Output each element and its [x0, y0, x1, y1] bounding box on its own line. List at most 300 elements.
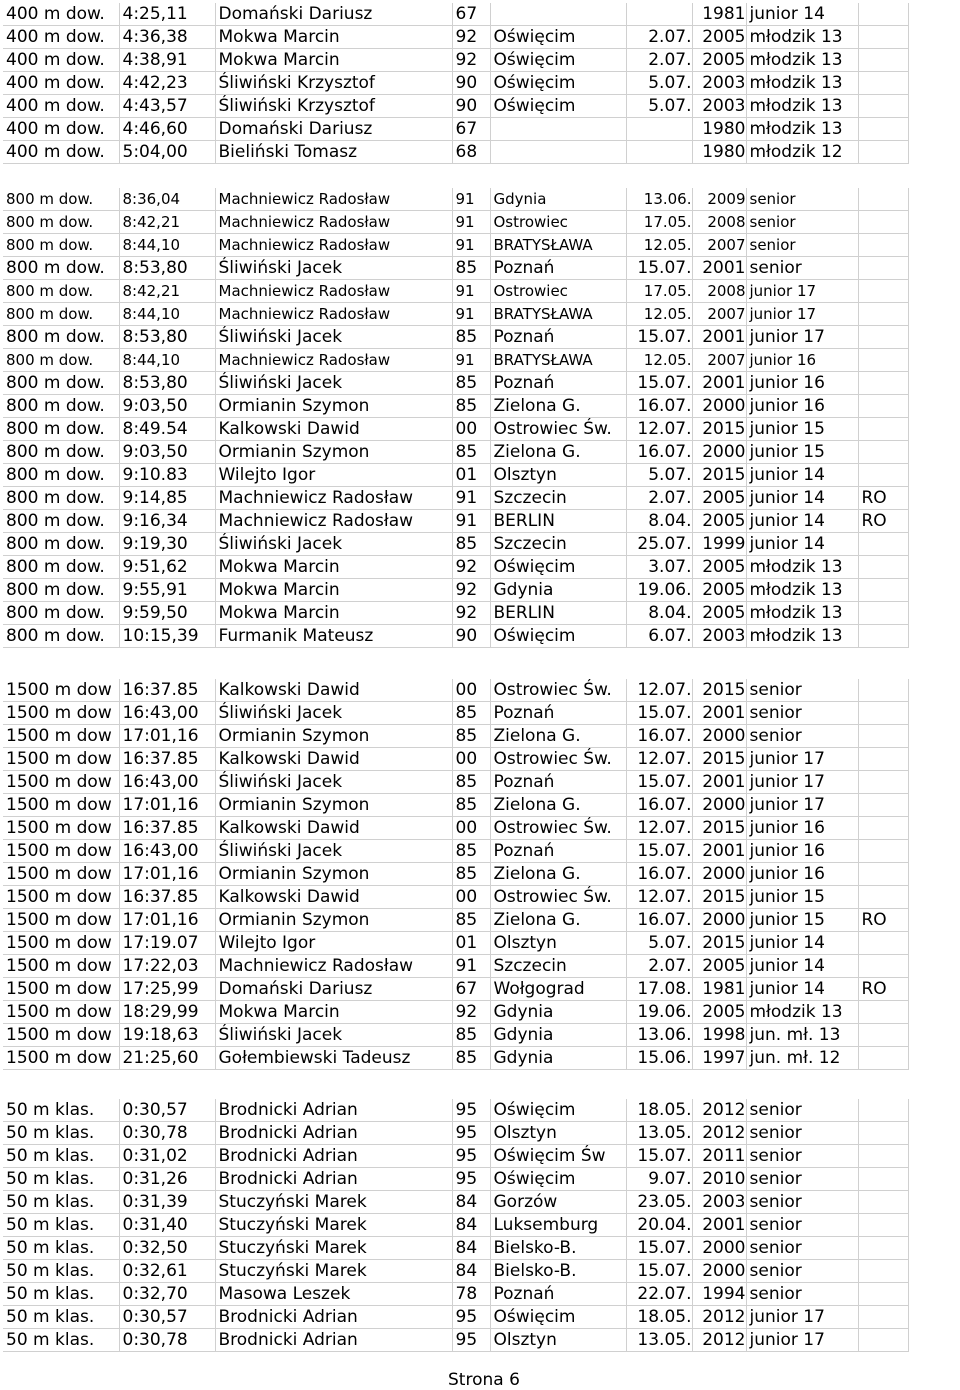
place-cell: Zielona G.: [490, 441, 626, 464]
category-cell: junior 16: [746, 863, 858, 886]
place-cell: Gdynia: [490, 1001, 626, 1024]
table-row: [3, 72, 908, 95]
category-cell: senior: [746, 1168, 858, 1191]
table-row: [3, 1283, 908, 1306]
place-cell: BRATYSŁAWA: [490, 303, 626, 326]
note-cell: [858, 1145, 908, 1168]
date-cell: 13.05.: [626, 1329, 692, 1352]
note-cell: [858, 1001, 908, 1024]
category-cell: senior: [746, 702, 858, 725]
event-cell: 800 m dow.: [3, 579, 119, 602]
year-cell: 2001: [692, 840, 746, 863]
event-cell: 50 m klas.: [3, 1168, 119, 1191]
time-cell: 16:37.85: [119, 817, 215, 840]
category-cell: senior: [746, 725, 858, 748]
note-cell: [858, 533, 908, 556]
table-row: [3, 955, 908, 978]
note-cell: [858, 464, 908, 487]
birth-year-cell: 92: [452, 602, 490, 625]
birth-year-cell: 95: [452, 1122, 490, 1145]
category-cell: junior 14: [746, 510, 858, 533]
swimmer-name-cell: Mokwa Marcin: [215, 26, 452, 49]
year-cell: 2007: [692, 303, 746, 326]
note-cell: [858, 1260, 908, 1283]
note-cell: [858, 1283, 908, 1306]
category-cell: junior 17: [746, 748, 858, 771]
event-cell: 1500 m dow: [3, 955, 119, 978]
birth-year-cell: 91: [452, 955, 490, 978]
place-cell: Bielsko-B.: [490, 1260, 626, 1283]
date-cell: 16.07.: [626, 909, 692, 932]
year-cell: 2000: [692, 441, 746, 464]
date-cell: 16.07.: [626, 794, 692, 817]
year-cell: 2001: [692, 1214, 746, 1237]
table-row: [3, 702, 908, 725]
date-cell: 12.07.: [626, 679, 692, 702]
year-cell: 2003: [692, 1191, 746, 1214]
date-cell: 15.07.: [626, 1237, 692, 1260]
swimmer-name-cell: Machniewicz Radosław: [215, 211, 452, 234]
birth-year-cell: 85: [452, 794, 490, 817]
birth-year-cell: 00: [452, 748, 490, 771]
note-cell: [858, 863, 908, 886]
event-cell: 800 m dow.: [3, 441, 119, 464]
place-cell: Zielona G.: [490, 395, 626, 418]
event-cell: 50 m klas.: [3, 1306, 119, 1329]
event-cell: 1500 m dow: [3, 679, 119, 702]
time-cell: 16:37.85: [119, 679, 215, 702]
category-cell: junior 14: [746, 955, 858, 978]
birth-year-cell: 85: [452, 702, 490, 725]
table-row: [3, 725, 908, 748]
place-cell: Oświęcim: [490, 26, 626, 49]
place-cell: Poznań: [490, 702, 626, 725]
year-cell: 2007: [692, 234, 746, 257]
swimmer-name-cell: Mokwa Marcin: [215, 556, 452, 579]
table-row: [3, 625, 908, 648]
event-cell: 400 m dow.: [3, 141, 119, 164]
date-cell: [626, 141, 692, 164]
place-cell: Gorzów: [490, 1191, 626, 1214]
event-cell: 1500 m dow: [3, 978, 119, 1001]
place-cell: Szczecin: [490, 487, 626, 510]
time-cell: 8:53,80: [119, 372, 215, 395]
place-cell: Oświęcim: [490, 1306, 626, 1329]
place-cell: Ostrowiec Św.: [490, 817, 626, 840]
swimmer-name-cell: Śliwiński Jacek: [215, 1024, 452, 1047]
event-cell: 50 m klas.: [3, 1237, 119, 1260]
swimmer-name-cell: Gołembiewski Tadeusz: [215, 1047, 452, 1070]
category-cell: junior 17: [746, 1306, 858, 1329]
event-cell: 400 m dow.: [3, 95, 119, 118]
time-cell: 9:10.83: [119, 464, 215, 487]
note-cell: [858, 1191, 908, 1214]
date-cell: [626, 3, 692, 26]
event-cell: 1500 m dow: [3, 932, 119, 955]
place-cell: Oświęcim Św: [490, 1145, 626, 1168]
event-cell: 800 m dow.: [3, 372, 119, 395]
swimmer-name-cell: Stuczyński Marek: [215, 1214, 452, 1237]
place-cell: Oświęcim: [490, 1099, 626, 1122]
birth-year-cell: 67: [452, 978, 490, 1001]
category-cell: junior 17: [746, 303, 858, 326]
event-cell: 400 m dow.: [3, 118, 119, 141]
year-cell: 2005: [692, 579, 746, 602]
place-cell: [490, 3, 626, 26]
year-cell: 2011: [692, 1145, 746, 1168]
birth-year-cell: 91: [452, 188, 490, 211]
event-cell: 1500 m dow: [3, 748, 119, 771]
category-cell: junior 16: [746, 840, 858, 863]
table-row: [3, 817, 908, 840]
year-cell: 2005: [692, 26, 746, 49]
table-row: [3, 326, 908, 349]
swimmer-name-cell: Brodnicki Adrian: [215, 1306, 452, 1329]
birth-year-cell: 85: [452, 441, 490, 464]
swimmer-name-cell: Brodnicki Adrian: [215, 1329, 452, 1352]
time-cell: 4:46,60: [119, 118, 215, 141]
note-cell: [858, 625, 908, 648]
place-cell: Gdynia: [490, 1024, 626, 1047]
date-cell: 2.07.: [626, 955, 692, 978]
date-cell: 19.06.: [626, 1001, 692, 1024]
time-cell: 4:43,57: [119, 95, 215, 118]
event-cell: 800 m dow.: [3, 234, 119, 257]
table-row: [3, 533, 908, 556]
note-cell: [858, 280, 908, 303]
event-cell: 50 m klas.: [3, 1191, 119, 1214]
category-cell: młodzik 13: [746, 625, 858, 648]
table-row: [3, 748, 908, 771]
place-cell: Olsztyn: [490, 932, 626, 955]
place-cell: BRATYSŁAWA: [490, 234, 626, 257]
swimmer-name-cell: Domański Dariusz: [215, 978, 452, 1001]
table-row: [3, 679, 908, 702]
table-row: [3, 372, 908, 395]
year-cell: 2003: [692, 625, 746, 648]
table-row: [3, 1145, 908, 1168]
event-cell: 1500 m dow: [3, 771, 119, 794]
place-cell: [490, 141, 626, 164]
date-cell: 12.05.: [626, 234, 692, 257]
date-cell: 3.07.: [626, 556, 692, 579]
year-cell: 2015: [692, 748, 746, 771]
swimmer-name-cell: Brodnicki Adrian: [215, 1122, 452, 1145]
date-cell: 15.07.: [626, 771, 692, 794]
date-cell: 16.07.: [626, 441, 692, 464]
year-cell: 2001: [692, 326, 746, 349]
category-cell: junior 17: [746, 771, 858, 794]
category-cell: senior: [746, 1191, 858, 1214]
year-cell: 2007: [692, 349, 746, 372]
birth-year-cell: 85: [452, 840, 490, 863]
year-cell: 2000: [692, 794, 746, 817]
category-cell: młodzik 12: [746, 141, 858, 164]
year-cell: 2015: [692, 464, 746, 487]
time-cell: 19:18,63: [119, 1024, 215, 1047]
note-cell: [858, 118, 908, 141]
date-cell: 12.07.: [626, 886, 692, 909]
category-cell: młodzik 13: [746, 579, 858, 602]
swimmer-name-cell: Machniewicz Radosław: [215, 234, 452, 257]
category-cell: młodzik 13: [746, 118, 858, 141]
note-cell: [858, 771, 908, 794]
table-row: [3, 26, 908, 49]
time-cell: 8:44,10: [119, 234, 215, 257]
records-table-50-klas: [3, 1099, 909, 1352]
note-cell: [858, 1122, 908, 1145]
year-cell: 2000: [692, 725, 746, 748]
category-cell: junior 17: [746, 794, 858, 817]
table-row: [3, 1306, 908, 1329]
date-cell: 17.05.: [626, 280, 692, 303]
category-cell: junior 14: [746, 487, 858, 510]
swimmer-name-cell: Wilejto Igor: [215, 932, 452, 955]
note-cell: [858, 372, 908, 395]
table-row: [3, 1024, 908, 1047]
birth-year-cell: 85: [452, 1024, 490, 1047]
event-cell: 50 m klas.: [3, 1099, 119, 1122]
time-cell: 9:19,30: [119, 533, 215, 556]
birth-year-cell: 91: [452, 487, 490, 510]
table-row: [3, 863, 908, 886]
swimmer-name-cell: Śliwiński Krzysztof: [215, 95, 452, 118]
table-row: [3, 1237, 908, 1260]
time-cell: 9:03,50: [119, 395, 215, 418]
year-cell: 2005: [692, 1001, 746, 1024]
swimmer-name-cell: Ormianin Szymon: [215, 725, 452, 748]
category-cell: junior 15: [746, 418, 858, 441]
year-cell: 2001: [692, 372, 746, 395]
place-cell: Olsztyn: [490, 1122, 626, 1145]
note-cell: RO: [858, 487, 908, 510]
category-cell: junior 16: [746, 817, 858, 840]
birth-year-cell: 00: [452, 679, 490, 702]
place-cell: Poznań: [490, 771, 626, 794]
swimmer-name-cell: Furmanik Mateusz: [215, 625, 452, 648]
birth-year-cell: 84: [452, 1237, 490, 1260]
category-cell: senior: [746, 1214, 858, 1237]
year-cell: 2001: [692, 771, 746, 794]
year-cell: 2005: [692, 602, 746, 625]
time-cell: 16:43,00: [119, 702, 215, 725]
event-cell: 1500 m dow: [3, 817, 119, 840]
birth-year-cell: 91: [452, 280, 490, 303]
event-cell: 800 m dow.: [3, 326, 119, 349]
swimmer-name-cell: Mokwa Marcin: [215, 602, 452, 625]
event-cell: 50 m klas.: [3, 1260, 119, 1283]
note-cell: RO: [858, 510, 908, 533]
place-cell: Luksemburg: [490, 1214, 626, 1237]
swimmer-name-cell: Kalkowski Dawid: [215, 817, 452, 840]
birth-year-cell: 85: [452, 771, 490, 794]
time-cell: 0:32,70: [119, 1283, 215, 1306]
date-cell: 12.05.: [626, 349, 692, 372]
place-cell: Oświęcim: [490, 49, 626, 72]
time-cell: 9:59,50: [119, 602, 215, 625]
birth-year-cell: 67: [452, 118, 490, 141]
swimmer-name-cell: Śliwiński Jacek: [215, 372, 452, 395]
category-cell: junior 16: [746, 395, 858, 418]
date-cell: 5.07.: [626, 932, 692, 955]
birth-year-cell: 95: [452, 1329, 490, 1352]
year-cell: 2005: [692, 556, 746, 579]
category-cell: junior 17: [746, 326, 858, 349]
birth-year-cell: 92: [452, 556, 490, 579]
swimmer-name-cell: Stuczyński Marek: [215, 1260, 452, 1283]
category-cell: młodzik 13: [746, 49, 858, 72]
swimmer-name-cell: Ormianin Szymon: [215, 441, 452, 464]
place-cell: Zielona G.: [490, 909, 626, 932]
event-cell: 800 m dow.: [3, 625, 119, 648]
year-cell: 2012: [692, 1306, 746, 1329]
swimmer-name-cell: Bieliński Tomasz: [215, 141, 452, 164]
swimmer-name-cell: Ormianin Szymon: [215, 794, 452, 817]
time-cell: 4:36,38: [119, 26, 215, 49]
table-row: [3, 211, 908, 234]
birth-year-cell: 92: [452, 49, 490, 72]
place-cell: Poznań: [490, 326, 626, 349]
table-row: [3, 1168, 908, 1191]
date-cell: 12.07.: [626, 817, 692, 840]
table-row: [3, 441, 908, 464]
date-cell: 25.07.: [626, 533, 692, 556]
note-cell: RO: [858, 978, 908, 1001]
event-cell: 400 m dow.: [3, 3, 119, 26]
table-row: [3, 1122, 908, 1145]
table-row: [3, 303, 908, 326]
time-cell: 17:01,16: [119, 863, 215, 886]
category-cell: senior: [746, 1122, 858, 1145]
category-cell: jun. mł. 12: [746, 1047, 858, 1070]
note-cell: [858, 817, 908, 840]
table-row: [3, 234, 908, 257]
date-cell: 13.06.: [626, 1024, 692, 1047]
swimmer-name-cell: Śliwiński Jacek: [215, 533, 452, 556]
time-cell: 17:19.07: [119, 932, 215, 955]
category-cell: senior: [746, 1237, 858, 1260]
year-cell: 2000: [692, 1260, 746, 1283]
swimmer-name-cell: Śliwiński Jacek: [215, 771, 452, 794]
year-cell: 2012: [692, 1329, 746, 1352]
event-cell: 800 m dow.: [3, 464, 119, 487]
note-cell: [858, 1306, 908, 1329]
place-cell: Poznań: [490, 1283, 626, 1306]
swimmer-name-cell: Śliwiński Jacek: [215, 326, 452, 349]
date-cell: 2.07.: [626, 49, 692, 72]
year-cell: 2000: [692, 863, 746, 886]
time-cell: 0:31,40: [119, 1214, 215, 1237]
category-cell: senior: [746, 1260, 858, 1283]
birth-year-cell: 68: [452, 141, 490, 164]
place-cell: [490, 118, 626, 141]
year-cell: 2015: [692, 679, 746, 702]
birth-year-cell: 84: [452, 1191, 490, 1214]
note-cell: RO: [858, 909, 908, 932]
birth-year-cell: 67: [452, 3, 490, 26]
event-cell: 800 m dow.: [3, 349, 119, 372]
birth-year-cell: 91: [452, 234, 490, 257]
table-row: [3, 1099, 908, 1122]
time-cell: 0:30,78: [119, 1329, 215, 1352]
swimmer-name-cell: Ormianin Szymon: [215, 395, 452, 418]
note-cell: [858, 349, 908, 372]
date-cell: 6.07.: [626, 625, 692, 648]
table-row: [3, 1329, 908, 1352]
table-row: [3, 118, 908, 141]
place-cell: Ostrowiec: [490, 280, 626, 303]
time-cell: 17:01,16: [119, 909, 215, 932]
swimmer-name-cell: Machniewicz Radosław: [215, 955, 452, 978]
table-row: [3, 1260, 908, 1283]
event-cell: 800 m dow.: [3, 395, 119, 418]
swimmer-name-cell: Machniewicz Radosław: [215, 303, 452, 326]
event-cell: 1500 m dow: [3, 725, 119, 748]
place-cell: BRATYSŁAWA: [490, 349, 626, 372]
birth-year-cell: 85: [452, 326, 490, 349]
time-cell: 17:25,99: [119, 978, 215, 1001]
birth-year-cell: 90: [452, 72, 490, 95]
time-cell: 4:42,23: [119, 72, 215, 95]
birth-year-cell: 85: [452, 257, 490, 280]
year-cell: 2000: [692, 395, 746, 418]
swimmer-name-cell: Brodnicki Adrian: [215, 1145, 452, 1168]
category-cell: junior 14: [746, 464, 858, 487]
place-cell: Poznań: [490, 372, 626, 395]
note-cell: [858, 234, 908, 257]
swimmer-name-cell: Machniewicz Radosław: [215, 349, 452, 372]
birth-year-cell: 91: [452, 211, 490, 234]
birth-year-cell: 84: [452, 1214, 490, 1237]
table-row: [3, 1047, 908, 1070]
place-cell: Szczecin: [490, 955, 626, 978]
place-cell: Ostrowiec: [490, 211, 626, 234]
table-row: [3, 280, 908, 303]
category-cell: młodzik 13: [746, 602, 858, 625]
note-cell: [858, 702, 908, 725]
event-cell: 1500 m dow: [3, 1047, 119, 1070]
date-cell: 18.05.: [626, 1306, 692, 1329]
category-cell: senior: [746, 257, 858, 280]
birth-year-cell: 92: [452, 26, 490, 49]
year-cell: 2008: [692, 211, 746, 234]
place-cell: Wołgograd: [490, 978, 626, 1001]
place-cell: Gdynia: [490, 1047, 626, 1070]
swimmer-name-cell: Machniewicz Radosław: [215, 280, 452, 303]
swimmer-name-cell: Mokwa Marcin: [215, 1001, 452, 1024]
note-cell: [858, 1168, 908, 1191]
event-cell: 50 m klas.: [3, 1214, 119, 1237]
swimmer-name-cell: Ormianin Szymon: [215, 909, 452, 932]
table-row: [3, 395, 908, 418]
note-cell: [858, 556, 908, 579]
year-cell: 1999: [692, 533, 746, 556]
swimmer-name-cell: Brodnicki Adrian: [215, 1168, 452, 1191]
time-cell: 8:44,10: [119, 303, 215, 326]
birth-year-cell: 92: [452, 1001, 490, 1024]
table-row: [3, 1001, 908, 1024]
event-cell: 800 m dow.: [3, 303, 119, 326]
date-cell: 5.07.: [626, 95, 692, 118]
table-row: [3, 579, 908, 602]
year-cell: 2003: [692, 95, 746, 118]
note-cell: [858, 326, 908, 349]
place-cell: Szczecin: [490, 533, 626, 556]
table-row: [3, 3, 908, 26]
event-cell: 800 m dow.: [3, 280, 119, 303]
swimmer-name-cell: Machniewicz Radosław: [215, 188, 452, 211]
date-cell: 5.07.: [626, 72, 692, 95]
